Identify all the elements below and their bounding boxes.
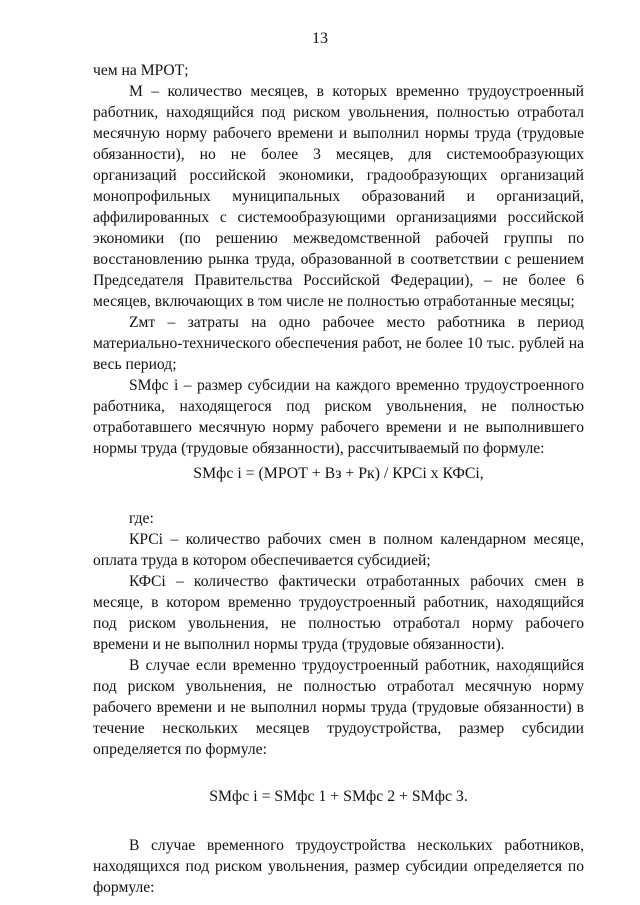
- paragraph-zmt-definition: Zмт – затраты на одно рабочее место работника в период материально-технического обеспечения работ, не более 10 тыс. рублей на весь период;: [93, 314, 584, 373]
- formula-smfs-sum: SМфс i = SМфс 1 + SМфс 2 + SМфс 3.: [209, 788, 468, 805]
- paragraph-kfs-definition: КФСi – количество фактически отработанных рабочих смен в месяце, в котором временно трудоустроенный работник, находящийся под риском увольнения, не полностью отработал норму рабочего времени и не выполнил нормы труда (трудовые обязанности).: [93, 573, 584, 653]
- paragraph-krs-definition: КРСi – количество рабочих смен в полном календарном месяце, оплата труда в котором обеспечивается субсидией;: [93, 531, 584, 569]
- paragraph-mrot-end: чем на МРОТ;: [93, 62, 189, 79]
- page-number: 13: [312, 30, 328, 47]
- formula-smfs-i: SМфс i = (МРОТ + Вз + Рк) / КРСi х КФСi,: [193, 465, 484, 482]
- paragraph-several-months: В случае если временно трудоустроенный работник, находящийся под риском увольнения, не полностью отработал месячную норму рабочего времени и не выполнил нормы труда (трудовые обязанности) в течение нескольких месяцев трудоустройства, размер субсидии определяется по формуле:: [93, 657, 584, 758]
- paragraph-several-workers: В случае временного трудоустройства нескольких работников, находящихся под риском увольнения, размер субсидии определяется по формуле:: [93, 837, 584, 896]
- paragraph-m-definition: М – количество месяцев, в которых временно трудоустроенный работник, находящийся под риском увольнения, полностью отработал месячную норму рабочего времени и выполнил нормы труда (трудовые обязанности), но не более 3 месяцев, для системообразующих организаций российской экономики, градообразующих организаций монопрофильных муниципальных образований и организаций, аффилированных с системообразующими организациями российской экономики (по решению межведомственной рабочей группы по восстановлению рынка труда, образованной в соответствии с решением Председателя Правительства Российской Федерации), – не более 6 месяцев, включающих в том числе не полностью отработанные месяцы;: [93, 83, 584, 310]
- document-body: [93, 60, 584, 898]
- paragraph-smfs-definition: SМфс i – размер субсидии на каждого временно трудоустроенного работника, находящегося под риском увольнения, не полностью отработавшего месячную норму рабочего времени и не выполнившего нормы труда (трудовые обязанности), рассчитываемый по формуле:: [93, 377, 584, 457]
- paragraph-where: где:: [129, 510, 154, 527]
